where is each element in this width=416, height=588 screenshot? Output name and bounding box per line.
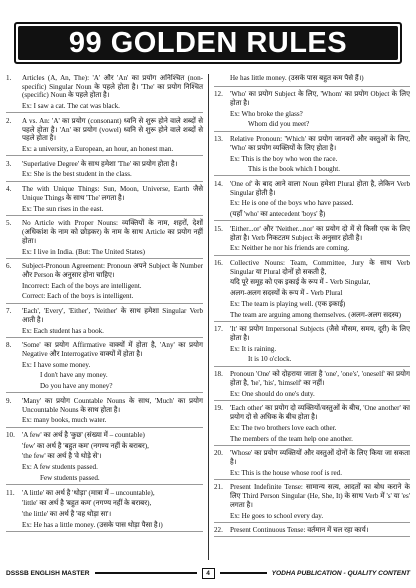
rule-examples xyxy=(230,276,410,319)
rule-examples xyxy=(22,497,203,529)
footer-book-title: DSSSB ENGLISH MASTER xyxy=(6,569,90,577)
rule-text: Present Continuous Tense: वर्तमान में चल रहा कार्य। xyxy=(230,526,369,535)
rule-body xyxy=(230,259,410,319)
rule-item xyxy=(6,185,203,216)
rule-number: 8. xyxy=(6,341,12,350)
rule-text: 'Superlative Degree' के साथ हमेशा 'The' का प्रयोग होता है। xyxy=(22,159,178,168)
rule-number: 14. xyxy=(214,179,223,188)
example-line: The members of the team help one another. xyxy=(230,434,353,443)
rule-item xyxy=(6,74,203,113)
rule-text: Present Indefinite Tense: सामान्य सत्य, आदतों का बोध कराने के लिए Third Person Singular (He, She, It) के साथ Verb में 's' या 'es' लगता है। xyxy=(230,483,410,509)
rule-number: 10. xyxy=(6,431,15,439)
rule-item xyxy=(6,397,203,428)
example-line: Ex: a university, a European, an hour, an honest man. xyxy=(22,145,174,154)
right-column xyxy=(208,74,410,560)
rule-text: 'Some' का प्रयोग Affirmative वाक्यों में होता है, 'Any' का प्रयोग Negative और Interrogative वाक्यों में होता है। xyxy=(22,341,203,358)
rule-text: No Article with Proper Nouns: व्यक्तियों के नाम, शहरों, देशों (अधिकांश के नाम को छोड़कर) के नाम के साथ Article का प्रयोग नहीं होता। xyxy=(22,219,203,245)
rule-text: The with Unique Things: Sun, Moon, Universe, Earth जैसे Unique Things के साथ 'The' लगता है। xyxy=(22,185,203,202)
left-column xyxy=(6,74,208,560)
rule-text: Articles (A, An, The): 'A' और 'An' का प्रयोग अनिश्चित (non-specific) Singular Noun के पहले होता है। 'The' का प्रयोग निश्चित (specific) Noun के पहले होता है। xyxy=(22,74,203,100)
rule-body xyxy=(22,262,203,301)
rule-examples xyxy=(22,203,203,214)
example-line: यदि पूरे समूह को एक इकाई के रूप में - Verb Singular, xyxy=(230,278,371,287)
rule-number: 21. xyxy=(214,483,223,492)
rule-item xyxy=(214,449,410,480)
rule-item xyxy=(214,404,410,445)
example-line: Ex: I live in India. (But: The United States) xyxy=(22,247,146,256)
rule-text: 'Whose' का प्रयोग व्यक्तियों और वस्तुओं दोनों के लिए किया जा सकता है। xyxy=(230,449,410,466)
example-line: Ex: I have some money. xyxy=(22,360,91,369)
rule-number: 4. xyxy=(6,185,12,194)
example-line: Ex: Each student has a book. xyxy=(22,326,104,335)
rule-body xyxy=(22,160,203,179)
title-banner xyxy=(14,22,402,64)
rule-item xyxy=(214,225,410,256)
rules-columns xyxy=(6,74,410,560)
footer-publisher: YODHA PUBLICATION - QUALITY CONTENT xyxy=(271,569,410,577)
example-line: Ex: He is one of the boys who have passed. xyxy=(230,199,354,208)
example-line: Whom did you meet? xyxy=(248,120,310,129)
rule-body xyxy=(230,526,410,535)
rule-examples xyxy=(22,414,203,425)
page-number: 4 xyxy=(202,568,215,579)
example-line: It is 10 o'clock. xyxy=(248,355,292,364)
rule-item xyxy=(6,489,203,532)
rule-body xyxy=(230,180,410,219)
rule-text: 'A few' का अर्थ है 'कुछ' (संख्या में – countable) xyxy=(22,431,145,439)
rule-examples xyxy=(230,242,410,253)
rule-number: 2. xyxy=(6,116,12,125)
rule-examples xyxy=(230,153,410,174)
rule-item xyxy=(214,90,410,131)
example-line: Ex: This is the boy who won the race. xyxy=(230,154,338,163)
rule-text: A vs. An: 'A' का प्रयोग (consonant) ध्वनि से शुरू होने वाले शब्दों से पहले होता है। 'An' का प्रयोग (vowel) ध्वनि से शुरू होने वाले शब्दों से पहले होता है। xyxy=(22,116,203,143)
example-line: I don't have any money. xyxy=(40,371,108,380)
example-line: 'the few' का अर्थ है 'वे थोड़े से'। xyxy=(22,452,102,461)
rule-text: 'Many' का प्रयोग Countable Nouns के साथ, 'Much' का प्रयोग Uncountable Nouns के साथ होता है। xyxy=(22,396,203,414)
rule-number: 19. xyxy=(214,404,223,413)
rule-item xyxy=(6,341,203,393)
rule-body xyxy=(230,483,410,520)
rule-item xyxy=(6,219,203,258)
rule-examples xyxy=(22,168,203,179)
rule-item xyxy=(214,483,410,522)
rule-text: 'One of' के बाद आने वाला Noun हमेशा Plural होता है, लेकिन Verb Singular होती है। xyxy=(230,179,410,197)
rule-text: 'A little' का अर्थ है 'थोड़ा' (मात्रा में – uncountable), xyxy=(22,488,155,497)
rule-body xyxy=(22,117,203,154)
rule-body xyxy=(230,370,410,398)
example-line: Ex: This is the house whose roof is red. xyxy=(230,468,342,477)
example-line: Ex: Neither he nor his friends are coming. xyxy=(230,244,350,253)
example-line: Ex: many books, much water. xyxy=(22,416,107,425)
rule-number: 9. xyxy=(6,396,12,405)
rule-item xyxy=(214,325,410,366)
footer-rule-left xyxy=(95,572,197,574)
rule-item xyxy=(214,526,410,537)
example-line: This is the book which I bought. xyxy=(248,165,341,174)
rule-number: 1. xyxy=(6,74,12,82)
rule-number: 17. xyxy=(214,325,223,334)
rule-item xyxy=(6,117,203,156)
rule-examples xyxy=(22,359,203,391)
example-line: 'the little' का अर्थ है 'वह थोड़ा सा'। xyxy=(22,510,112,519)
rule-item xyxy=(6,307,203,338)
rule-item xyxy=(214,259,410,322)
rule-item xyxy=(6,160,203,182)
example-line: Correct: Each of the boys is intelligent. xyxy=(22,292,134,301)
rule-number: 12. xyxy=(214,90,223,99)
example-line: Ex: I saw a cat. The cat was black. xyxy=(22,102,120,111)
rule-body xyxy=(22,397,203,425)
rule-examples xyxy=(230,510,410,521)
rule-examples xyxy=(230,422,410,443)
example-line: Incorrect: Each of the boys are intelligent. xyxy=(22,281,142,290)
rule-number: 22. xyxy=(214,526,223,535)
example-line: Ex: Who broke the glass? xyxy=(230,109,303,118)
rule-text: Subject-Pronoun Agreement: Pronoun अपने Subject के Number और Person के अनुसार होना चाहिए। xyxy=(22,262,203,279)
rule-item xyxy=(6,431,203,485)
rule-body xyxy=(22,219,203,256)
rule-text: 'It' का प्रयोग Impersonal Subjects (जैसे मौसम, समय, दूरी) के लिए होता है। xyxy=(230,325,410,343)
rule-body xyxy=(22,341,203,391)
rule-text: Pronoun 'One' को दोहराया जाता है 'one', 'one's', 'oneself' का प्रयोग होता है, 'he', 'his', 'himself' का नहीं। xyxy=(230,370,410,387)
rule-item xyxy=(214,370,410,401)
rule-text: 'Each', 'Every', 'Either', 'Neither' के साथ हमेशा Singular Verb आती है। xyxy=(22,307,203,324)
rule-body xyxy=(230,449,410,477)
rule-item xyxy=(214,135,410,176)
rule-body xyxy=(22,74,203,111)
rule-text: 'Each other' का प्रयोग दो व्यक्तियों/वस्तुओं के बीच, 'One another' का प्रयोग दो से अधिक के बीच होता है। xyxy=(230,404,410,422)
example-line: Ex: It is raining. xyxy=(230,344,277,353)
rule-body xyxy=(22,307,203,335)
rule-number: 20. xyxy=(214,449,223,458)
rule-item xyxy=(6,262,203,303)
example-line: अलग-अलग सदस्यों के रूप में - Verb Plural xyxy=(230,289,343,298)
rule-examples xyxy=(22,325,203,336)
example-line: 'few' का अर्थ है 'बहुत कम' (नगण्य नहीं के बराबर), xyxy=(22,441,149,450)
rule-number: 6. xyxy=(6,262,12,271)
rule-examples xyxy=(22,246,203,257)
rule-number: 3. xyxy=(6,159,12,168)
rule-number: 11. xyxy=(6,488,15,497)
rule-text: Relative Pronoun: 'Which' का प्रयोग जानवरों और वस्तुओं के लिए, 'Who' का प्रयोग व्यक्तियों के लिए होता है। xyxy=(230,135,410,152)
rule-item xyxy=(214,180,410,221)
rule-examples xyxy=(230,388,410,399)
example-line: Ex: He has a little money. (उसके पास थोड़ा पैसा है।) xyxy=(22,520,163,529)
rule-number: 13. xyxy=(214,135,223,144)
rule-body xyxy=(230,325,410,364)
rule-examples xyxy=(230,343,410,364)
example-line: Ex: The sun rises in the east. xyxy=(22,204,104,213)
rule-examples xyxy=(22,100,203,111)
example-line: Ex: One should do one's duty. xyxy=(230,389,315,398)
rule-examples xyxy=(22,143,203,154)
rule-text: 'Either...or' और 'Neither...nor' का प्रयोग दो में से किसी एक के लिए होता है। Verb निकटतम Subject के अनुसार होती है। xyxy=(230,224,410,242)
rule-body xyxy=(22,185,203,213)
example-line: Ex: She is the best student in the class. xyxy=(22,170,132,179)
rule-number: 7. xyxy=(6,307,12,316)
example-line: Ex: A few students passed. xyxy=(22,463,98,472)
example-line: Ex: The team is playing well. (एक इकाई) xyxy=(230,299,346,308)
rule-body xyxy=(230,90,410,129)
title-box xyxy=(18,26,398,60)
example-line: Ex: The two brothers love each other. xyxy=(230,423,337,432)
page-footer xyxy=(6,567,410,579)
rule-body xyxy=(230,225,410,253)
example-line: Few students passed. xyxy=(40,473,100,482)
rule-examples xyxy=(230,108,410,129)
example-line: Ex: He goes to school every day. xyxy=(230,511,324,520)
rule-examples xyxy=(230,467,410,478)
example-line: Do you have any money? xyxy=(40,382,113,391)
rule-body xyxy=(230,404,410,443)
rule-number: 16. xyxy=(214,259,223,267)
rule-number: 5. xyxy=(6,219,12,228)
rule-number: 15. xyxy=(214,224,223,233)
example-line: 'little' का अर्थ है 'बहुत कम' (नगण्य नहीं के बराबर), xyxy=(22,499,152,508)
rule-examples xyxy=(230,197,410,218)
continued-line: He has little money. (उसके पास बहुत कम पैसे हैं।) xyxy=(230,74,364,82)
rule-body xyxy=(22,489,203,530)
page-title: 99 GOLDEN RULES xyxy=(68,26,348,59)
rule-text: 'Who' का प्रयोग Subject के लिए, 'Whom' का प्रयोग Object के लिए होता है। xyxy=(230,90,410,107)
rule-examples xyxy=(22,280,203,301)
rule-body xyxy=(22,431,203,483)
rule-text: Collective Nouns: Team, Committee, Jury के साथ Verb Singular या Plural दोनों हो सकती है, xyxy=(230,259,410,276)
footer-rule-right xyxy=(220,572,267,574)
rule-body xyxy=(230,135,410,174)
example-line: The team are arguing among themselves. (अलग-अलग सदस्य) xyxy=(230,310,401,319)
continued-text xyxy=(214,74,410,87)
rule-examples xyxy=(22,440,203,483)
example-line: (यहाँ 'who' का antecedent 'boys' है) xyxy=(230,210,326,219)
rule-number: 18. xyxy=(214,370,223,379)
